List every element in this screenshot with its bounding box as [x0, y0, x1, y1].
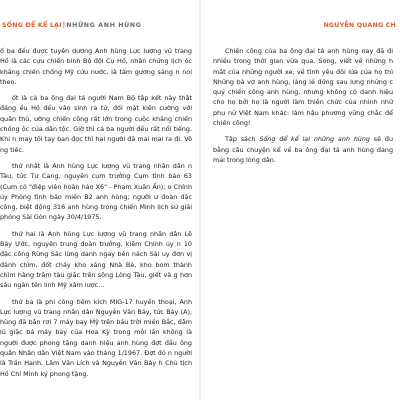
running-head-left	[2, 20, 141, 32]
author-name: NGUYỄN QUANG CH	[323, 22, 396, 29]
paragraph-with-book-title	[213, 134, 393, 165]
paragraph-text: Tập sách	[225, 135, 260, 144]
left-page	[0, 0, 197, 400]
right-body-text	[213, 46, 393, 171]
paragraph: thứ ba là phi công tiêm kích MIG-17 huyền thoại, Anh Lực lượng vũ trang nhân dân Nguyễn Văn Bảy, tức Bảy (A), hùng đã bắn rơi 7 máy bay Mỹ trên bầu trời miền Bắc, đắm lũ giặc bá máy bay của Hoa Kỳ trong mỗi lần không là người được phong tặng danh hiệu anh hùng đợt đầu ông quân Nhân dân Việt Nam vào tháng 1/1967. Đợt đó n người là Trần Hanh, Lâm Văn Lích và Nguyễn Văn Bảy h Chủ tịch Hồ Chí Minh ký phong tặng.	[0, 297, 192, 378]
paragraph: Chiến công của ba ông đại tá anh hùng nay đã đi nhiều trong thời gian vừa qua. Song, viết về những h mặt của những người xe, về tình yêu đôi lứa của họ thì Những bà vợ anh hùng, làng lẻ đứng sau lưng những c quý chiến công anh hùng, nhưng không có danh hiệu cho họ bởi họ là người làm thiên chức của nhinh nhữ phụ nữ Việt Nam khác: làm hậu phương vững chắc để chiến công!	[213, 47, 393, 128]
paragraph: thứ hai là Anh hùng Lực lượng vũ trang nhân dân Lê Bảy Ước, nguyên trung đoàn trưởng, kiêm Chính ủy n 10 đặc công Rừng Sác lừng danh ngay bên nách Sài uy đơn vị đánh chìm, đốt cháy kho xăng Nhà Bè, kho bom thành chìm hàng trăm tàu giặc trên sông Lòng Tàu, giết và g hơn sáu ngàn tên linh Mỹ xâm lược…	[0, 229, 192, 290]
paragraph: ốt là cả ba ông đại tá người Nam Bộ tập kết này thật đáng ều Hồ đều vào sinh ra tử, đối mặt kiên cường với quân thù, ường chiến công rất lớn trong cuộc kháng chiến chống ộc của dân tộc. Giờ thì cả ba người đều rất nổi tiếng. Khi n may tôi tạy ban đọc thì hai người đã mai mai ra đi. Vô ng tiếc.	[0, 94, 192, 154]
paragraph-text: sẽ đu bằng câu chuyện kể về ba ông đại tá anh hùng đang mai trong lòng dân.	[213, 135, 393, 164]
paragraph: ố ba đều được tuyên dương Anh hùng Lực lượng vũ trang Hồ là các cựu chiến binh Bộ đội Cụ Hồ, nhân chứng lịch óc kháng chiến chống Mỹ cứu nước, là tấm gương sáng n noi theo.	[0, 47, 192, 86]
paragraph: thứ nhất là Anh hùng Lực lượng vũ trang nhân dân n Tàu, tức Tư Cang, nguyên cụm trưởng Cụm tình báo 63 (Cụm có "điệp viên hoàn hảo X6" - Phạm Xuân Ẩn); o Chính ủy Phòng tình báo miền B2 anh hùng; người ư đoàn đặc công, biệt động 316 anh hùng trong chiến Minh lịch sử giải phóng Sài Gòn ngày 30/4/1975.	[0, 161, 192, 222]
right-page	[203, 0, 400, 400]
book-title: SỐNG ĐỂ KỂ LẠI	[2, 22, 62, 29]
book-subtitle: NHỮNG ANH HÙNG	[66, 22, 142, 29]
italic-book-title: Sống để kể lại những anh hùng	[259, 135, 370, 144]
left-body-text	[0, 46, 192, 385]
page-gutter	[199, 0, 201, 400]
header-separator: |	[62, 22, 66, 29]
running-head-right	[323, 20, 396, 32]
